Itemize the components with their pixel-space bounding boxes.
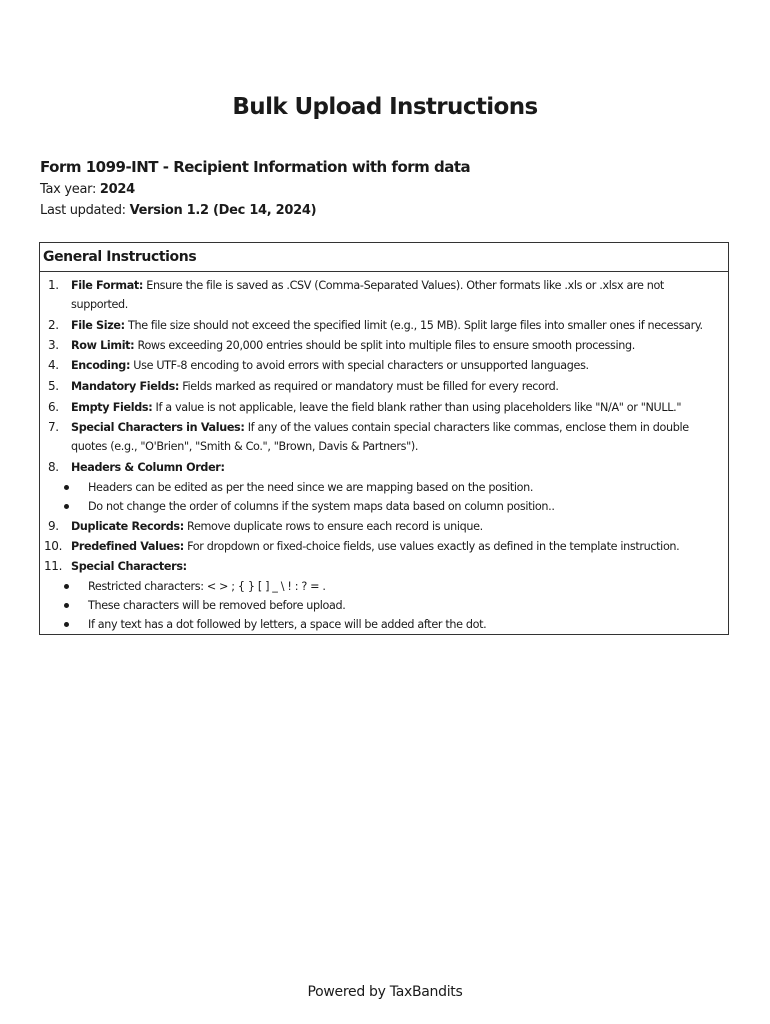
instruction-number: 5.	[48, 379, 59, 393]
tax-year-label: Tax year:	[40, 182, 100, 197]
instruction-number: 11.	[44, 559, 63, 573]
last-updated-value: Version 1.2 (Dec 14, 2024)	[129, 203, 317, 218]
instruction-text	[71, 316, 723, 335]
instruction-body: Fields marked as required or mandatory must be filled for every record.	[179, 380, 559, 393]
instruction-label: Row Limit:	[71, 339, 135, 352]
instruction-label: Duplicate Records:	[71, 520, 184, 533]
bullet-dot	[64, 603, 69, 608]
instruction-text	[71, 517, 723, 536]
instruction-label: Predefined Values:	[71, 540, 184, 553]
page-title: Bulk Upload Instructions	[232, 94, 538, 120]
instruction-number: 8.	[48, 460, 59, 474]
instruction-number: 2.	[48, 318, 59, 332]
instruction-body: Rows exceeding 20,000 entries should be split into multiple files to ensure smooth processing.	[134, 339, 635, 352]
instruction-body: Remove duplicate rows to ensure each record is unique.	[183, 520, 483, 533]
instruction-label: Special Characters:	[71, 560, 187, 573]
instruction-body: Ensure the file is saved as .CSV (Comma-Separated Values). Other formats like .xls or .xlsx are not supported.	[71, 279, 664, 311]
instruction-text	[71, 537, 723, 556]
instruction-body: Use UTF-8 encoding to avoid errors with special characters or unsupported languages.	[130, 359, 589, 372]
instruction-body: The file size should not exceed the specified limit (e.g., 15 MB). Split large files into smaller ones if necessary.	[124, 319, 703, 332]
instruction-label: Encoding:	[71, 359, 131, 372]
instruction-number: 3.	[48, 338, 59, 352]
instruction-text	[71, 377, 723, 396]
instruction-body: If any of the values contain special characters like commas, enclose them in double quotes (e.g., "O'Brien", "Smith & Co.", "Brown, Davis & Partners").	[71, 421, 689, 453]
bullet-text: Headers can be edited as per the need since we are mapping based on the position.	[88, 481, 534, 494]
tax-year-value: 2024	[99, 182, 135, 197]
instruction-number: 10.	[44, 539, 63, 553]
instruction-text	[71, 276, 723, 314]
instruction-text	[71, 336, 723, 355]
tax-year	[40, 182, 135, 197]
instruction-label: Special Characters in Values:	[71, 421, 245, 434]
bullet-text: These characters will be removed before upload.	[88, 599, 346, 612]
bullet-dot	[64, 485, 69, 490]
instruction-label: Mandatory Fields:	[71, 380, 180, 393]
footer-powered-by: Powered by TaxBandits	[307, 984, 463, 1000]
instruction-text	[71, 418, 723, 456]
bullet-dot	[64, 504, 69, 509]
instruction-body: For dropdown or fixed-choice fields, use values exactly as defined in the template instruction.	[183, 540, 680, 553]
bullet-dot	[64, 584, 69, 589]
last-updated-label: Last updated:	[40, 203, 130, 218]
instruction-number: 6.	[48, 400, 59, 414]
instruction-label: Headers & Column Order:	[71, 461, 225, 474]
instruction-text	[71, 398, 723, 417]
instruction-number: 4.	[48, 358, 59, 372]
general-instructions-box	[39, 242, 729, 635]
instruction-number: 1.	[48, 278, 59, 292]
bullet-text: Restricted characters: < > ; { } [ ] _ \ ! : ? = .	[88, 580, 326, 593]
instruction-text	[71, 557, 723, 576]
instruction-body: If a value is not applicable, leave the field blank rather than using placeholders like "N/A" or "NULL."	[152, 401, 682, 414]
instruction-text	[71, 356, 723, 375]
instruction-label: Empty Fields:	[71, 401, 153, 414]
instruction-number: 7.	[48, 420, 59, 434]
bullet-text: Do not change the order of columns if the system maps data based on column position..	[88, 500, 555, 513]
instruction-label: File Format:	[71, 279, 144, 292]
instruction-text	[71, 458, 723, 477]
bullet-text: If any text has a dot followed by letters, a space will be added after the dot.	[88, 618, 487, 631]
last-updated	[40, 203, 316, 218]
general-instructions-title: General Instructions	[40, 243, 728, 272]
bullet-dot	[64, 622, 69, 627]
form-title: Form 1099-INT - Recipient Information with form data	[40, 158, 471, 176]
instruction-number: 9.	[48, 519, 59, 533]
instruction-label: File Size:	[71, 319, 125, 332]
